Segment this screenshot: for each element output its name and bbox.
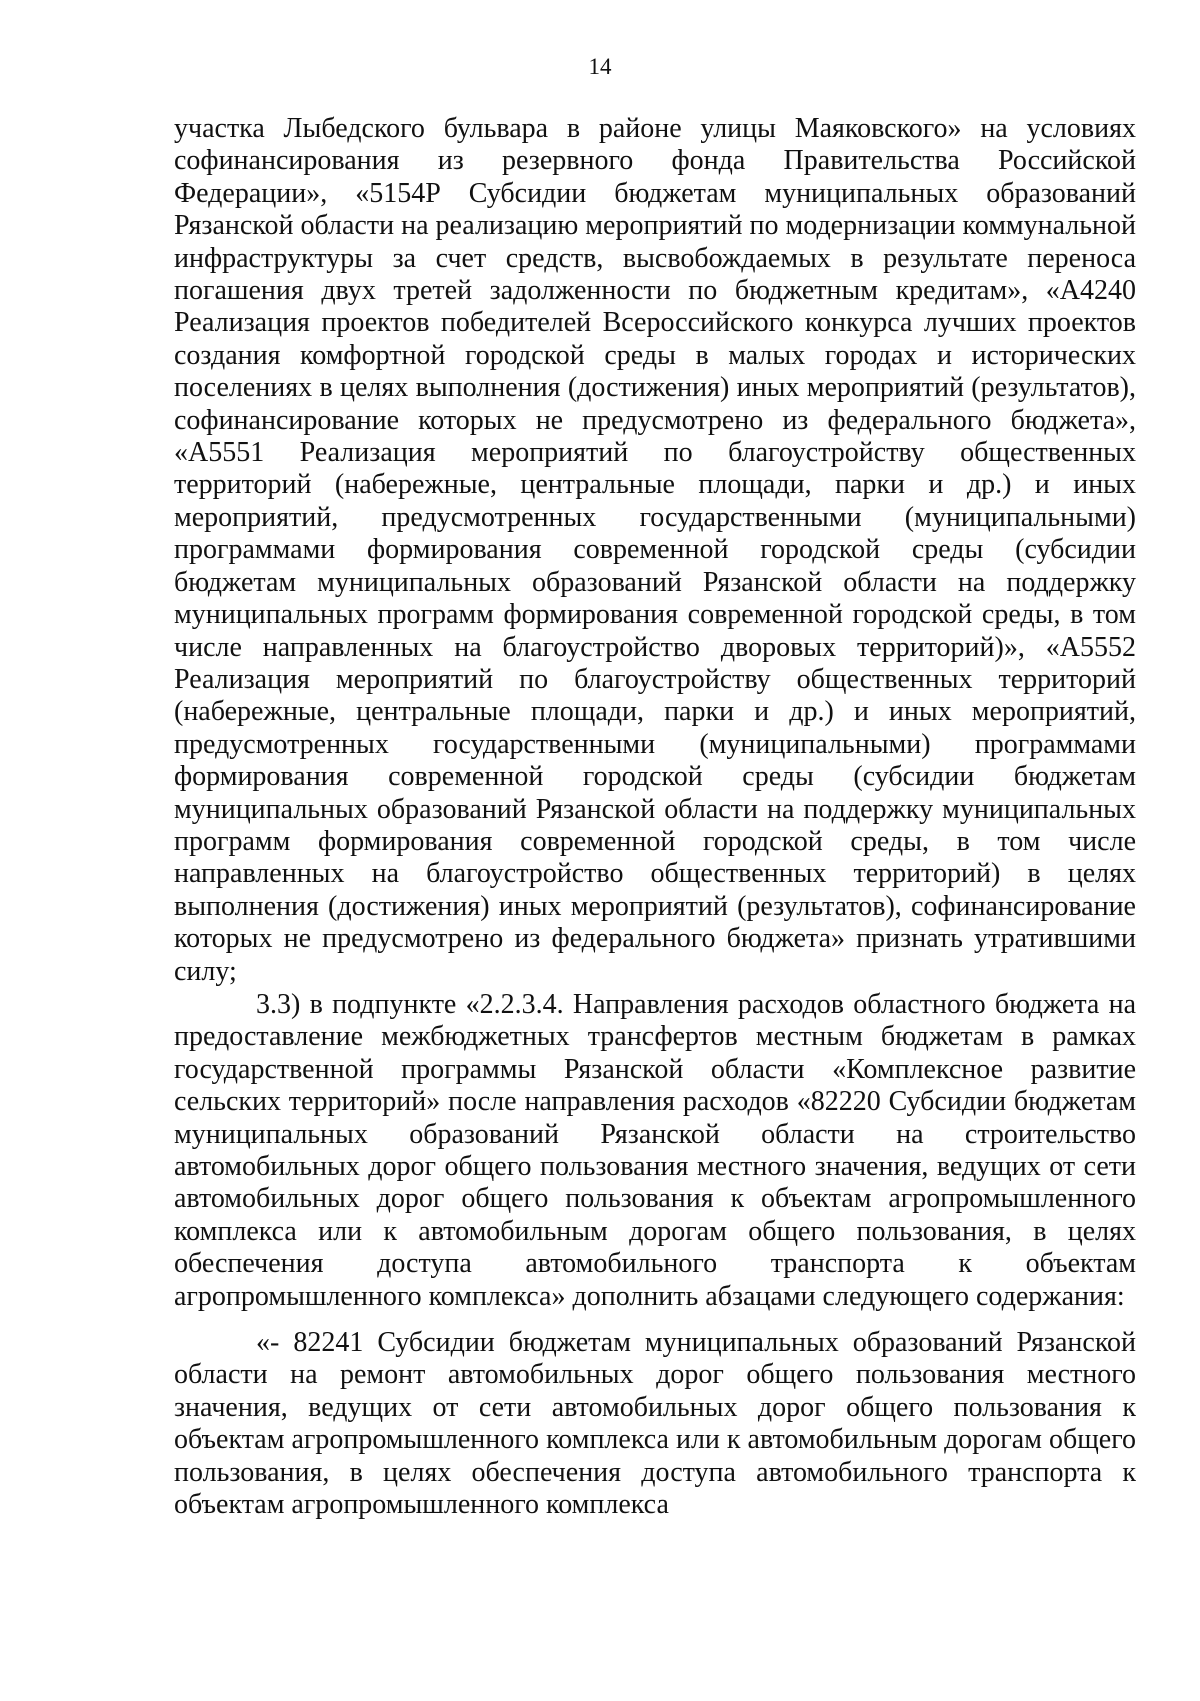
- paragraph-item-3-3: 3.3) в подпункте «2.2.3.4. Направления расходов областного бюджета на предоставление межбюджетных трансфертов местным бюджетам в рамках государственной программы Рязанской области «Комплексное развитие сельских территорий» после направления расходов «82220 Субсидии бюджетам муниципальных образований Рязанской области на строительство автомобильных дорог общего пользования местного значения, ведущих от сети автомобильных дорог общего пользования к объектам агропромышленного комплекса или к автомобильным дорогам общего пользования, в целях обеспечения доступа автомобильного транспорта к объектам агропромышленного комплекса» дополнить абзацами следующего содержания:: [174, 989, 1136, 1312]
- paragraph-quoted-82241: «- 82241 Субсидии бюджетам муниципальных образований Рязанской области на ремонт автомобильных дорог общего пользования местного значения, ведущих от сети автомобильных дорог общего пользования к объектам агропромышленного комплекса или к автомобильным дорогам общего пользования, в целях обеспечения доступа автомобильного транспорта к объектам агропромышленного комплекса: [174, 1327, 1136, 1521]
- paragraph-block-1: [174, 113, 1136, 988]
- page-number: 14: [588, 54, 612, 79]
- paragraph-block-3: [174, 1327, 1136, 1521]
- paragraph-continuation: участка Лыбедского бульвара в районе улицы Маяковского» на условиях софинансирования из резервного фонда Правительства Российской Федерации», «5154Р Субсидии бюджетам муниципальных образований Рязанской области на реализацию мероприятий по модернизации коммунальной инфраструктуры за счет средств, высвобождаемых в результате переноса погашения двух третей задолженности по бюджетным кредитам», «А4240 Реализация проектов победителей Всероссийского конкурса лучших проектов создания комфортной городской среды в малых городах и исторических поселениях в целях выполнения (достижения) иных мероприятий (результатов), софинансирование которых не предусмотрено из федерального бюджета», «А5551 Реализация мероприятий по благоустройству общественных территорий (набережные, центральные площади, парки и др.) и иных мероприятий, предусмотренных государственными (муниципальными) программами формирования современной городской среды (субсидии бюджетам муниципальных образований Рязанской области на поддержку муниципальных программ формирования современной городской среды, в том числе направленных на благоустройство дворовых территорий)», «А5552 Реализация мероприятий по благоустройству общественных территорий (набережные, центральные площади, парки и др.) и иных мероприятий, предусмотренных государственными (муниципальными) программами формирования современной городской среды (субсидии бюджетам муниципальных образований Рязанской области на поддержку муниципальных программ формирования современной городской среды, в том числе направленных на благоустройство общественных территорий) в целях выполнения (достижения) иных мероприятий (результатов), софинансирование которых не предусмотрено из федерального бюджета» признать утратившими силу;: [174, 113, 1136, 987]
- paragraph-block-2: [174, 989, 1136, 1313]
